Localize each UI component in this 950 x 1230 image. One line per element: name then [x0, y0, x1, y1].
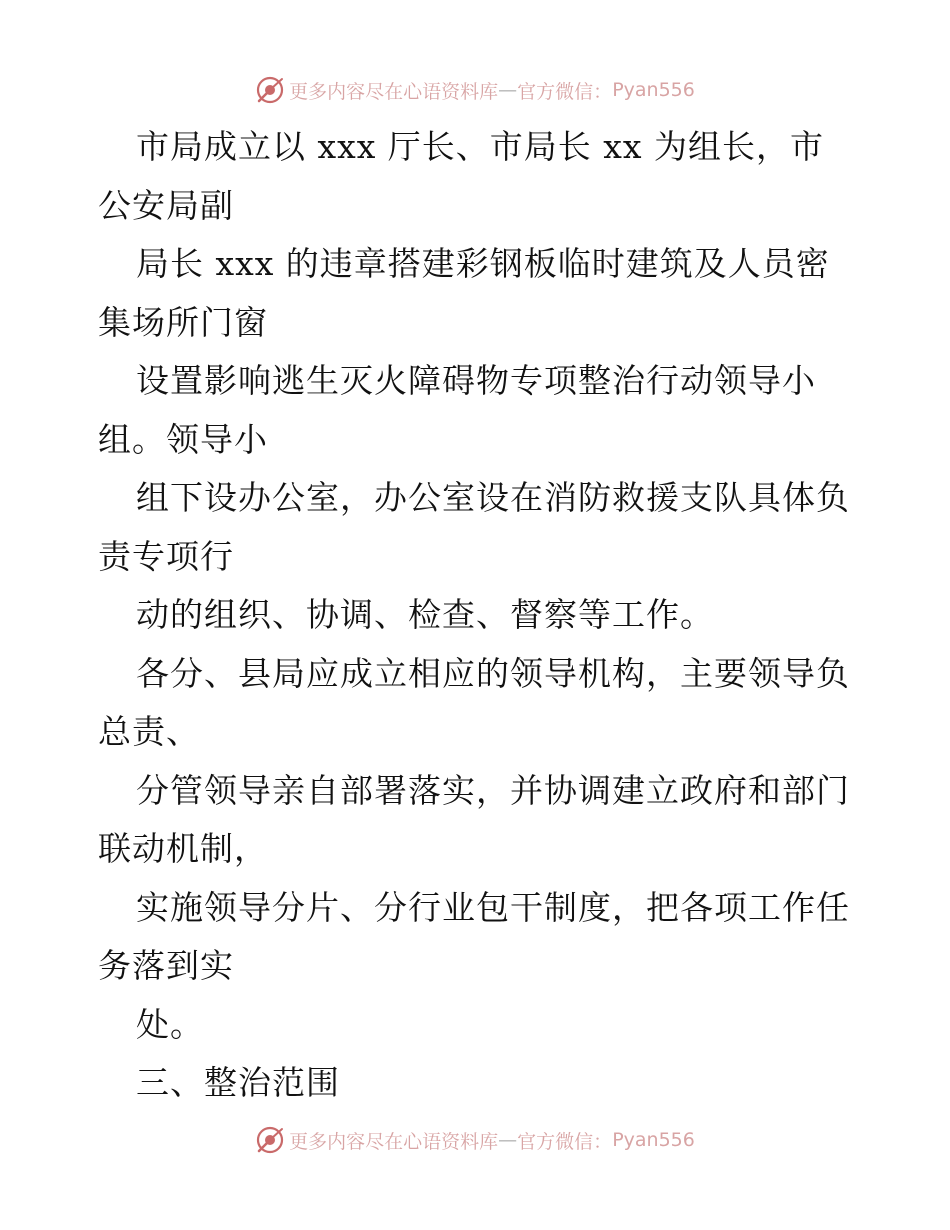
watermark-text: 更多内容尽在心语资料库	[289, 1130, 499, 1153]
body-line: 市局成立以 xxx 厅长、市局长 xx 为组长，市	[136, 127, 825, 166]
body-line: 实施领导分片、分行业包干制度，把各项工作任	[136, 887, 850, 927]
watermark-id: Pyan556	[612, 1129, 695, 1151]
body-line: 务落到实	[98, 946, 234, 985]
section-heading: 三、整治范围	[136, 1063, 340, 1102]
watermark-separator: —	[498, 1129, 518, 1151]
body-line: 处。	[136, 1004, 204, 1044]
watermark-label: 官方微信：	[517, 1130, 613, 1153]
body-line: 动的组织、协调、检查、督察等工作。	[136, 595, 714, 634]
pen-logo-icon	[255, 75, 285, 105]
pen-logo-icon	[255, 1125, 285, 1155]
watermark-separator: —	[498, 79, 518, 101]
watermark-text: 更多内容尽在心语资料库	[289, 80, 499, 103]
body-line: 分管领导亲自部署落实，并协调建立政府和部门	[136, 770, 850, 810]
watermark-id: Pyan556	[612, 79, 695, 101]
body-line: 组。领导小	[98, 419, 268, 459]
body-line: 联动机制，	[98, 829, 268, 868]
header-watermark	[0, 70, 950, 110]
body-line: 组下设办公室，办公室设在消防救援支队具体负	[136, 478, 850, 517]
footer-watermark	[0, 1120, 950, 1160]
body-line: 公安局副	[98, 185, 234, 225]
body-line: 总责、	[98, 712, 200, 751]
body-line: 局长 xxx 的违章搭建彩钢板临时建筑及人员密	[136, 244, 830, 283]
watermark-label: 官方微信：	[517, 80, 613, 103]
body-line: 责专项行	[98, 536, 234, 576]
body-line: 各分、县局应成立相应的领导机构，主要领导负	[136, 653, 850, 693]
body-line: 设置影响逃生灭火障碍物专项整治行动领导小	[136, 361, 816, 400]
document-body	[98, 118, 858, 1113]
body-line: 集场所门窗	[98, 302, 268, 342]
